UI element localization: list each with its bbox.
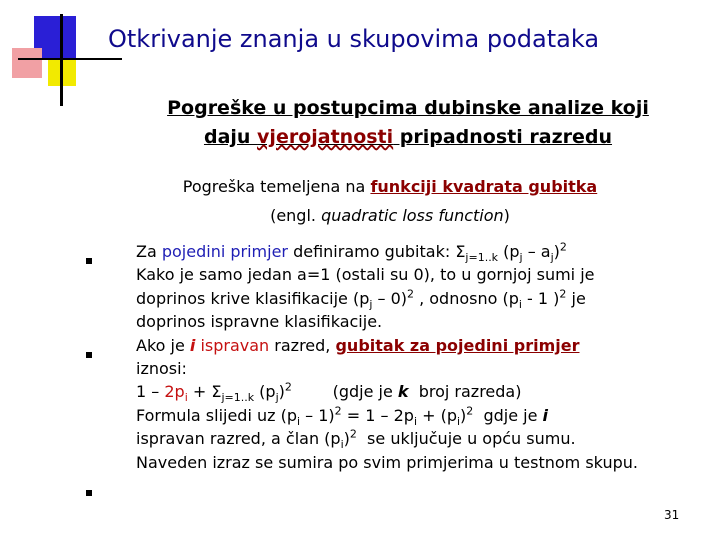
subscript: i bbox=[518, 298, 522, 311]
subscript: i bbox=[413, 415, 417, 429]
text: – 1) bbox=[300, 405, 335, 425]
text: je bbox=[566, 288, 586, 308]
superscript: 2 bbox=[559, 287, 567, 301]
list-item-1-line-1 bbox=[136, 240, 701, 263]
intro-italic-term: quadratic loss function bbox=[321, 206, 504, 225]
text: se uključuje u opću sumu. bbox=[356, 429, 576, 449]
text: ) bbox=[553, 242, 560, 261]
subscript: i bbox=[340, 438, 344, 452]
superscript: 2 bbox=[559, 240, 567, 254]
subscript: j=1..k bbox=[221, 391, 255, 405]
decor-horizontal-line bbox=[18, 58, 122, 60]
text: , odnosno (p bbox=[414, 288, 519, 308]
subtitle-line-1: Pogreške u postupcima dubinske analize koji bbox=[167, 97, 649, 119]
list-item-3-line-1: Naveden izraz se sumira po svim primjerima u testnom skupu. bbox=[136, 452, 638, 472]
superscript: 2 bbox=[407, 287, 414, 301]
highlight-term: 2p bbox=[164, 382, 185, 402]
text: (gdje je bbox=[291, 382, 398, 402]
text: doprinos krive klasifikacije (p bbox=[136, 288, 370, 308]
sigma-symbol: Σ bbox=[211, 382, 222, 402]
bullet-marker bbox=[86, 258, 92, 264]
list-item-1-line-4: doprinos ispravne klasifikacije. bbox=[136, 312, 383, 332]
intro-text-part: ) bbox=[503, 206, 510, 225]
variable-i: i bbox=[542, 405, 549, 425]
list-item-2-line-1 bbox=[136, 334, 701, 357]
subscript: i bbox=[456, 415, 461, 429]
list-item-2-line-2: iznosi: bbox=[136, 359, 187, 379]
subscript: j bbox=[275, 391, 279, 405]
vjerojatnosti-link[interactable]: vjerojatnosti bbox=[257, 126, 394, 148]
text: 1 – bbox=[136, 382, 165, 402]
highlight-term: pojedini primjer bbox=[161, 242, 288, 261]
subtitle-text: daju bbox=[203, 126, 258, 148]
sigma-symbol: Σ bbox=[455, 242, 466, 261]
superscript: 2 bbox=[466, 404, 474, 418]
list-item-1-line-2: Kako je samo jedan a=1 (ostali su 0), to u gornjoj sumi je bbox=[136, 265, 595, 285]
list-item-2-line-3 bbox=[136, 380, 701, 403]
subtitle-line-2 bbox=[108, 123, 708, 152]
superscript: 2 bbox=[284, 381, 292, 395]
text: ) bbox=[278, 382, 285, 402]
list-item-2-line-4 bbox=[136, 404, 701, 427]
intro-line-1 bbox=[110, 172, 670, 201]
intro-text bbox=[110, 172, 670, 230]
bullet-list bbox=[136, 240, 701, 474]
text: (p bbox=[498, 242, 520, 261]
subscript: i bbox=[184, 391, 188, 405]
subscript: j bbox=[519, 251, 523, 265]
slide-subtitle bbox=[108, 94, 708, 152]
intro-text-part: (engl. bbox=[270, 206, 322, 225]
text: – 0) bbox=[372, 288, 407, 308]
highlight-term: ispravan bbox=[195, 335, 270, 355]
bullet-marker bbox=[86, 490, 92, 496]
text: ) bbox=[460, 405, 467, 425]
subscript: j bbox=[369, 298, 373, 311]
intro-line-2 bbox=[110, 201, 670, 230]
text: definiramo gubitak: bbox=[288, 242, 456, 261]
loss-per-example-link[interactable]: gubitak za pojedini primjer bbox=[335, 335, 580, 355]
decor-pink-square bbox=[12, 48, 42, 78]
text: Ako je bbox=[136, 335, 190, 355]
text: ispravan razred, a član (p bbox=[136, 429, 341, 449]
subscript: j=1..k bbox=[465, 251, 499, 265]
page-title: Otkrivanje znanja u skupovima podataka bbox=[108, 25, 600, 53]
text: broj razreda) bbox=[408, 382, 522, 402]
list-item-2-line-5 bbox=[136, 427, 701, 450]
decor-vertical-line bbox=[60, 14, 63, 106]
superscript: 2 bbox=[349, 427, 357, 441]
text: Formula slijedi uz (p bbox=[136, 405, 298, 425]
list-item-1-line-3 bbox=[136, 287, 701, 310]
text: gdje je bbox=[473, 405, 543, 425]
text: – a bbox=[522, 242, 551, 261]
subtitle-text: pripadnosti razredu bbox=[393, 126, 613, 148]
text: - 1 ) bbox=[521, 288, 560, 308]
quadratic-loss-link[interactable]: funkciji kvadrata gubitka bbox=[370, 177, 598, 196]
page-number: 31 bbox=[664, 508, 680, 522]
text: ) bbox=[343, 429, 350, 449]
text: razred, bbox=[269, 335, 336, 355]
superscript: 2 bbox=[334, 404, 342, 418]
text: Za bbox=[136, 242, 162, 261]
subscript: i bbox=[297, 415, 301, 429]
variable-k: k bbox=[397, 382, 409, 402]
subscript: j bbox=[550, 251, 554, 265]
intro-text-part: Pogreška temeljena na bbox=[182, 177, 371, 196]
variable-i: i bbox=[189, 335, 196, 355]
bullet-marker bbox=[86, 352, 92, 358]
text: (p bbox=[254, 382, 276, 402]
text: + (p bbox=[417, 405, 457, 425]
text: = 1 – 2p bbox=[341, 405, 414, 425]
text: + bbox=[187, 382, 212, 402]
